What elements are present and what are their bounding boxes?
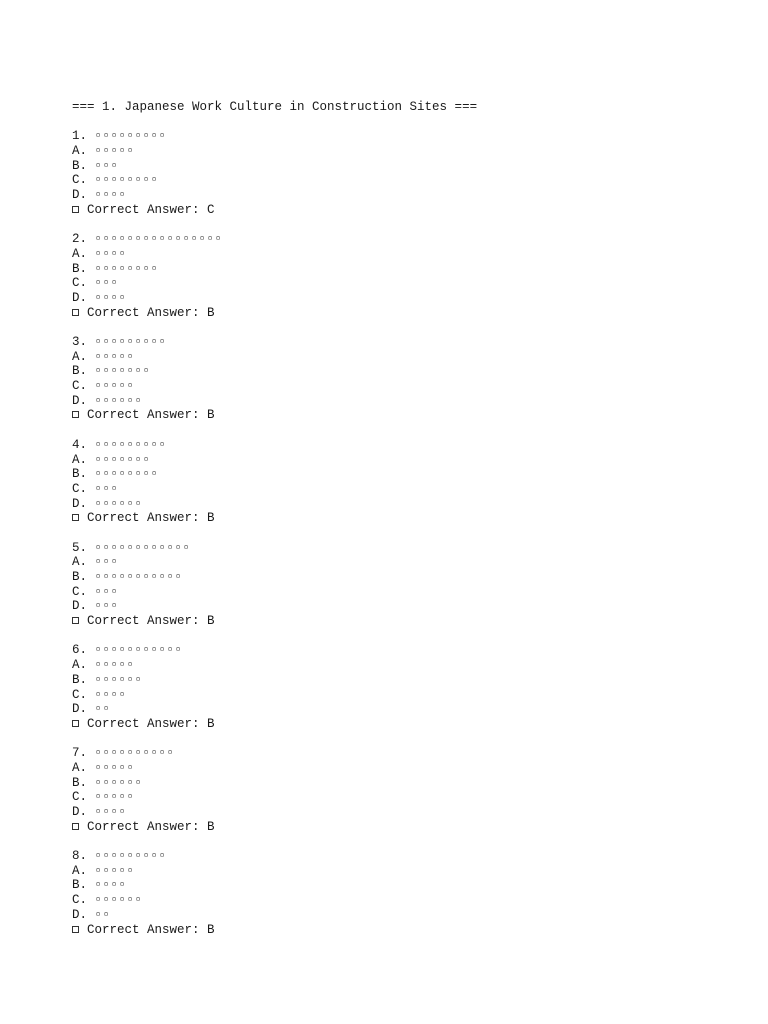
answer-option bbox=[72, 570, 752, 585]
option-text: ▫▫▫▫▫ bbox=[94, 658, 135, 673]
correct-answer-line bbox=[72, 717, 752, 732]
option-letter: D. bbox=[72, 290, 88, 305]
option-letter: D. bbox=[72, 702, 88, 717]
option-letter: D. bbox=[72, 188, 88, 203]
option-text: ▫▫▫▫▫ bbox=[94, 863, 135, 878]
correct-answer-label: Correct Answer: bbox=[87, 922, 208, 937]
option-list bbox=[72, 247, 752, 306]
answer-option bbox=[72, 805, 752, 820]
question-number: 8. bbox=[72, 849, 88, 864]
answer-option bbox=[72, 453, 752, 468]
option-list bbox=[72, 864, 752, 923]
correct-answer-label: Correct Answer: bbox=[87, 408, 208, 423]
question-line bbox=[72, 335, 752, 350]
option-letter: A. bbox=[72, 863, 88, 878]
answer-option bbox=[72, 702, 752, 717]
option-text: ▫▫▫▫▫ bbox=[94, 144, 135, 159]
answer-option bbox=[72, 585, 752, 600]
question-number: 5. bbox=[72, 540, 88, 555]
answer-option bbox=[72, 379, 752, 394]
question-block bbox=[72, 541, 752, 629]
question-line bbox=[72, 129, 752, 144]
option-letter: D. bbox=[72, 496, 88, 511]
question-block bbox=[72, 746, 752, 834]
checkbox-icon bbox=[72, 309, 79, 316]
question-text: ▫▫▫▫▫▫▫▫▫▫▫▫▫▫▫▫ bbox=[94, 232, 223, 247]
question-block bbox=[72, 643, 752, 731]
option-letter: A. bbox=[72, 246, 88, 261]
answer-option bbox=[72, 776, 752, 791]
question-number: 4. bbox=[72, 437, 88, 452]
answer-option bbox=[72, 688, 752, 703]
option-text: ▫▫▫▫▫ bbox=[94, 760, 135, 775]
correct-answer-label: Correct Answer: bbox=[87, 614, 208, 629]
option-text: ▫▫ bbox=[94, 907, 111, 922]
option-letter: B. bbox=[72, 878, 88, 893]
answer-option bbox=[72, 364, 752, 379]
option-letter: B. bbox=[72, 158, 88, 173]
option-text: ▫▫▫▫▫▫ bbox=[94, 775, 143, 790]
option-text: ▫▫▫▫▫ bbox=[94, 349, 135, 364]
option-list bbox=[72, 144, 752, 203]
correct-answer-label: Correct Answer: bbox=[87, 202, 208, 217]
answer-option bbox=[72, 144, 752, 159]
option-letter: A. bbox=[72, 452, 88, 467]
answer-option bbox=[72, 262, 752, 277]
answer-option bbox=[72, 864, 752, 879]
option-letter: A. bbox=[72, 144, 88, 159]
quiz-document bbox=[72, 100, 752, 952]
answer-option bbox=[72, 247, 752, 262]
question-line bbox=[72, 746, 752, 761]
question-text: ▫▫▫▫▫▫▫▫▫▫▫▫ bbox=[94, 540, 191, 555]
option-text: ▫▫▫▫▫▫ bbox=[94, 496, 143, 511]
question-number: 2. bbox=[72, 232, 88, 247]
option-letter: B. bbox=[72, 570, 88, 584]
question-text: ▫▫▫▫▫▫▫▫▫ bbox=[94, 335, 167, 349]
option-letter: D. bbox=[72, 599, 88, 614]
option-text: ▫▫▫▫ bbox=[94, 246, 127, 261]
option-text: ▫▫▫▫ bbox=[94, 805, 127, 819]
correct-answer-line bbox=[72, 614, 752, 629]
correct-answer-value: B bbox=[207, 922, 215, 937]
question-text: ▫▫▫▫▫▫▫▫▫ bbox=[94, 849, 167, 864]
option-text: ▫▫ bbox=[94, 702, 111, 717]
answer-option bbox=[72, 482, 752, 497]
correct-answer-line bbox=[72, 923, 752, 938]
question-line bbox=[72, 438, 752, 453]
option-text: ▫▫▫▫ bbox=[94, 687, 127, 702]
option-text: ▫▫▫▫▫▫▫▫ bbox=[94, 173, 159, 188]
correct-answer-line bbox=[72, 820, 752, 835]
checkbox-icon bbox=[72, 411, 79, 418]
correct-answer-line bbox=[72, 203, 752, 218]
option-list bbox=[72, 555, 752, 614]
option-text: ▫▫▫▫ bbox=[94, 290, 127, 305]
answer-option bbox=[72, 878, 752, 893]
option-text: ▫▫▫▫ bbox=[94, 188, 127, 203]
correct-answer-value: C bbox=[207, 202, 215, 217]
correct-answer-line bbox=[72, 306, 752, 321]
answer-option bbox=[72, 893, 752, 908]
option-list bbox=[72, 658, 752, 717]
option-text: ▫▫▫▫ bbox=[94, 878, 127, 893]
option-text: ▫▫▫ bbox=[94, 599, 119, 614]
answer-option bbox=[72, 658, 752, 673]
question-text: ▫▫▫▫▫▫▫▫▫▫ bbox=[94, 746, 175, 761]
document-title: === 1. Japanese Work Culture in Construction Sites === bbox=[72, 100, 478, 114]
checkbox-icon bbox=[72, 617, 79, 624]
answer-option bbox=[72, 673, 752, 688]
option-letter: C. bbox=[72, 893, 88, 908]
question-number: 7. bbox=[72, 746, 88, 761]
correct-answer-line bbox=[72, 511, 752, 526]
correct-answer-value: B bbox=[207, 716, 215, 731]
option-text: ▫▫▫ bbox=[94, 158, 119, 173]
correct-answer-label: Correct Answer: bbox=[87, 716, 208, 731]
option-letter: A. bbox=[72, 658, 88, 673]
option-letter: C. bbox=[72, 584, 88, 599]
option-list bbox=[72, 761, 752, 820]
question-block bbox=[72, 438, 752, 526]
answer-option bbox=[72, 159, 752, 174]
correct-answer-label: Correct Answer: bbox=[87, 819, 208, 834]
option-text: ▫▫▫ bbox=[94, 481, 119, 496]
answer-option bbox=[72, 599, 752, 614]
option-letter: C. bbox=[72, 790, 88, 805]
question-number: 1. bbox=[72, 129, 88, 144]
checkbox-icon bbox=[72, 926, 79, 933]
option-letter: D. bbox=[72, 393, 88, 408]
correct-answer-value: B bbox=[207, 305, 215, 320]
question-text: ▫▫▫▫▫▫▫▫▫ bbox=[94, 129, 167, 144]
question-block bbox=[72, 849, 752, 937]
option-text: ▫▫▫▫▫▫▫▫ bbox=[94, 261, 159, 276]
answer-option bbox=[72, 497, 752, 512]
question-block bbox=[72, 129, 752, 217]
question-number: 3. bbox=[72, 335, 88, 349]
option-text: ▫▫▫▫▫▫ bbox=[94, 893, 143, 908]
checkbox-icon bbox=[72, 206, 79, 213]
question-text: ▫▫▫▫▫▫▫▫▫▫▫ bbox=[94, 643, 183, 658]
option-list bbox=[72, 350, 752, 409]
option-text: ▫▫▫▫▫ bbox=[94, 790, 135, 805]
answer-option bbox=[72, 276, 752, 291]
answer-option bbox=[72, 394, 752, 409]
option-letter: C. bbox=[72, 276, 88, 291]
option-text: ▫▫▫▫▫▫▫▫ bbox=[94, 467, 159, 482]
answer-option bbox=[72, 467, 752, 482]
answer-option bbox=[72, 291, 752, 306]
correct-answer-value: B bbox=[207, 511, 215, 526]
option-letter: C. bbox=[72, 173, 88, 188]
answer-option bbox=[72, 555, 752, 570]
option-letter: B. bbox=[72, 775, 88, 790]
option-text: ▫▫▫ bbox=[94, 555, 119, 570]
correct-answer-value: B bbox=[207, 614, 215, 629]
checkbox-icon bbox=[72, 514, 79, 521]
answer-option bbox=[72, 350, 752, 365]
option-text: ▫▫▫ bbox=[94, 276, 119, 291]
option-letter: D. bbox=[72, 907, 88, 922]
answer-option bbox=[72, 188, 752, 203]
option-letter: D. bbox=[72, 805, 88, 819]
option-text: ▫▫▫▫▫▫▫ bbox=[94, 364, 151, 379]
correct-answer-label: Correct Answer: bbox=[87, 305, 208, 320]
checkbox-icon bbox=[72, 823, 79, 830]
option-text: ▫▫▫▫▫▫ bbox=[94, 672, 143, 687]
question-line bbox=[72, 541, 752, 556]
option-list bbox=[72, 453, 752, 512]
option-letter: A. bbox=[72, 555, 88, 570]
question-text: ▫▫▫▫▫▫▫▫▫ bbox=[94, 437, 167, 452]
correct-answer-value: B bbox=[207, 819, 215, 834]
question-line bbox=[72, 643, 752, 658]
correct-answer-value: B bbox=[207, 408, 215, 423]
option-letter: B. bbox=[72, 467, 88, 482]
question-line bbox=[72, 849, 752, 864]
option-letter: B. bbox=[72, 261, 88, 276]
answer-option bbox=[72, 761, 752, 776]
question-number: 6. bbox=[72, 643, 88, 658]
correct-answer-line bbox=[72, 408, 752, 423]
option-letter: A. bbox=[72, 760, 88, 775]
option-text: ▫▫▫ bbox=[94, 584, 119, 599]
question-block bbox=[72, 232, 752, 320]
option-text: ▫▫▫▫▫▫▫▫▫▫▫ bbox=[94, 570, 183, 584]
option-text: ▫▫▫▫▫▫▫ bbox=[94, 452, 151, 467]
option-text: ▫▫▫▫▫ bbox=[94, 379, 135, 394]
answer-option bbox=[72, 173, 752, 188]
option-letter: C. bbox=[72, 687, 88, 702]
question-list bbox=[72, 129, 752, 937]
answer-option bbox=[72, 908, 752, 923]
checkbox-icon bbox=[72, 720, 79, 727]
question-line bbox=[72, 232, 752, 247]
question-block bbox=[72, 335, 752, 423]
option-letter: A. bbox=[72, 349, 88, 364]
correct-answer-label: Correct Answer: bbox=[87, 511, 208, 526]
option-letter: C. bbox=[72, 481, 88, 496]
option-text: ▫▫▫▫▫▫ bbox=[94, 393, 143, 408]
option-letter: B. bbox=[72, 672, 88, 687]
option-letter: C. bbox=[72, 379, 88, 394]
answer-option bbox=[72, 790, 752, 805]
option-letter: B. bbox=[72, 364, 88, 379]
